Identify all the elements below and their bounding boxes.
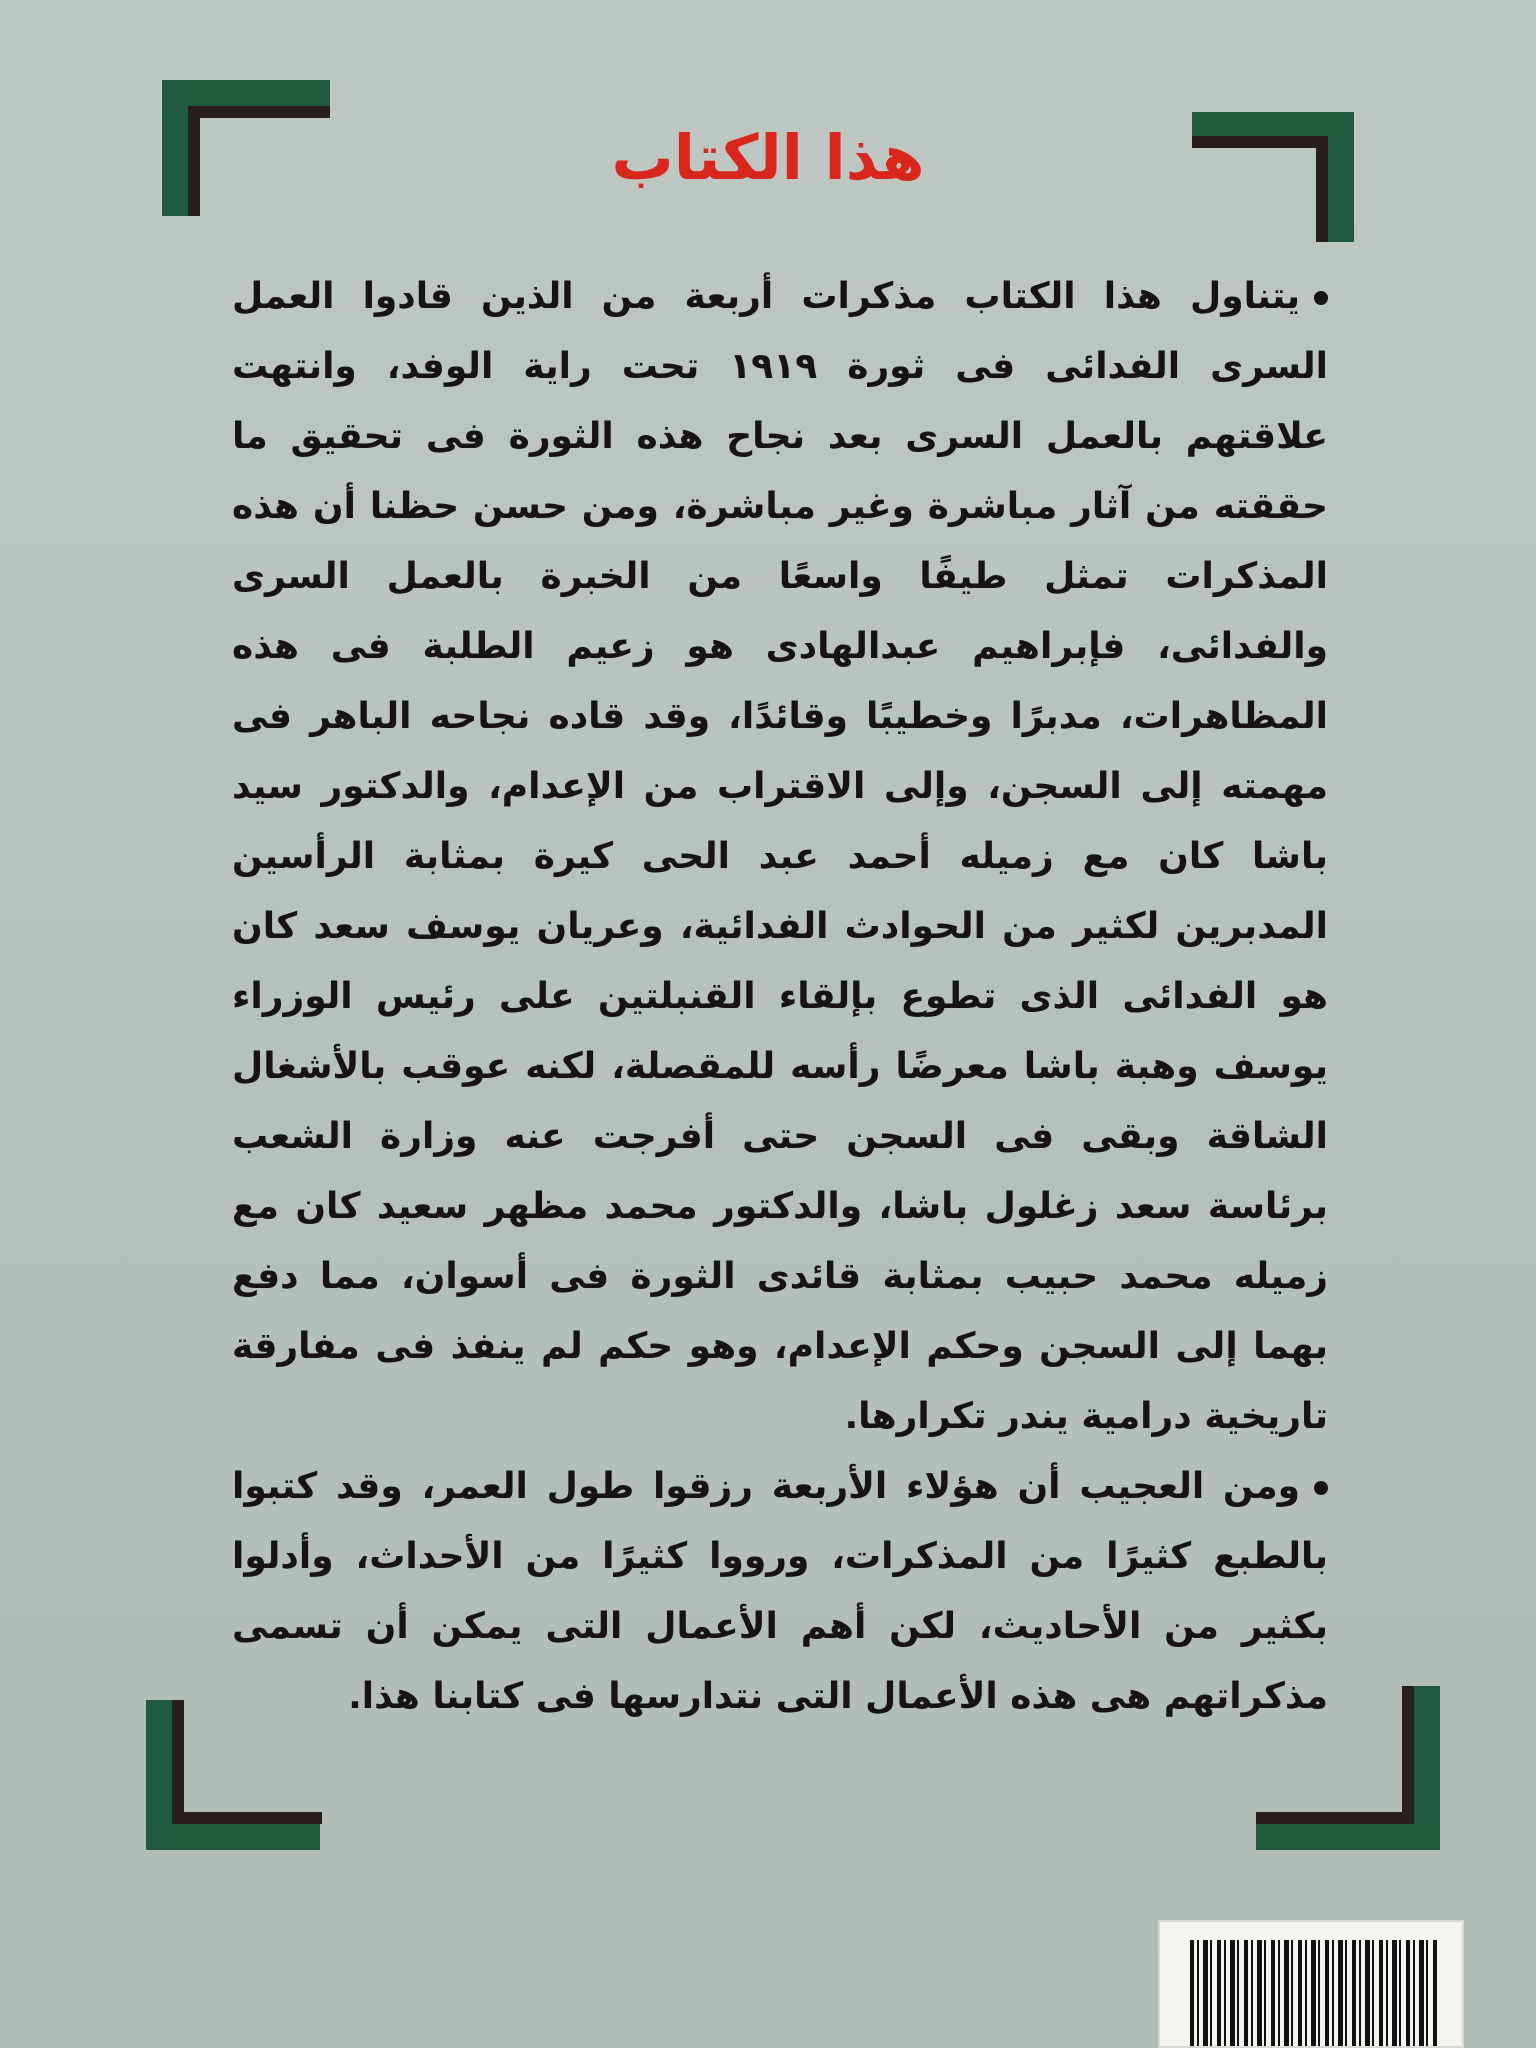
paragraph-2 bbox=[232, 1452, 1328, 1732]
bullet-icon bbox=[1314, 1481, 1328, 1495]
barcode-icon bbox=[1158, 1920, 1464, 2048]
paragraph-1 bbox=[232, 262, 1328, 1452]
bullet-icon bbox=[1314, 291, 1328, 305]
paragraph-1-text: يتناول هذا الكتاب مذكرات أربعة من الذين قادوا العمل السرى الفدائى فى ثورة ١٩١٩ تحت راية الوفد، وانتهت علاقتهم بالعمل السرى بعد نجاح هذه الثورة فى تحقيق ما حققته من آثار مباشرة وغير مباشرة، ومن حسن حظنا أن هذه المذكرات تمثل طيفًا واسعًا من الخبرة بالعمل السرى والفدائى، فإبراهيم عبدالهادى هو زعيم الطلبة فى هذه المظاهرات، مدبرًا وخطيبًا وقائدًا، وقد قاده نجاحه الباهر فى مهمته إلى السجن، وإلى الاقتراب من الإعدام، والدكتور سيد باشا كان مع زميله أحمد عبد الحى كيرة بمثابة الرأسين المدبرين لكثير من الحوادث الفدائية، وعريان يوسف سعد كان هو الفدائى الذى تطوع بإلقاء القنبلتين على رئيس الوزراء يوسف وهبة باشا معرضًا رأسه للمقصلة، لكنه عوقب بالأشغال الشاقة وبقى فى السجن حتى أفرجت عنه وزارة الشعب برئاسة سعد زغلول باشا، والدكتور محمد مظهر سعيد كان مع زميله محمد حبيب بمثابة قائدى الثورة فى أسوان، مما دفع بهما إلى السجن وحكم الإعدام، وهو حكم لم ينفذ فى مفارقة تاريخية درامية يندر تكرارها. bbox=[232, 276, 1328, 1437]
paragraph-2-text: ومن العجيب أن هؤلاء الأربعة رزقوا طول العمر، وقد كتبوا بالطبع كثيرًا من المذكرات، ورووا كثيرًا من الأحداث، وأدلوا بكثير من الأحاديث، لكن أهم الأعمال التى يمكن أن تسمى مذكراتهم هى هذه الأعمال التى نتدارسها فى كتابنا هذا. bbox=[232, 1466, 1328, 1717]
cover-title: هذا الكتاب bbox=[611, 121, 925, 194]
